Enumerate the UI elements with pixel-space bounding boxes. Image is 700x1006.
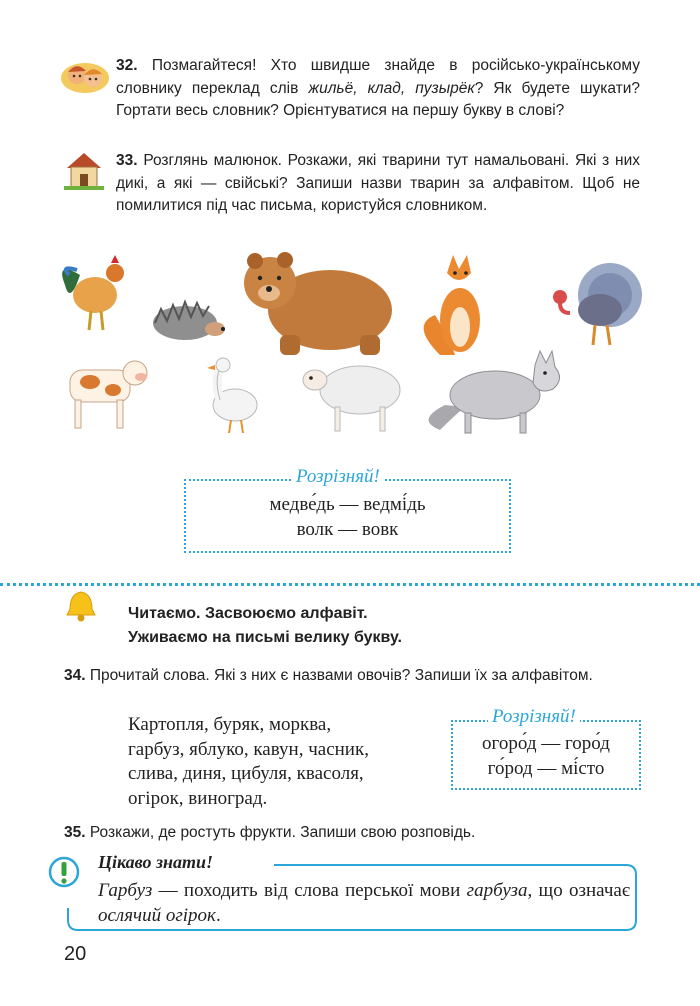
hedgehog-image	[153, 302, 225, 340]
section-title-line-2: Уживаємо на письмі велику букву.	[128, 629, 402, 646]
goose-image	[207, 358, 257, 433]
interesting-text-c: .	[215, 905, 221, 926]
task-34	[64, 665, 640, 688]
distinguish-line-3: огоро́д — горо́д	[482, 733, 610, 754]
words-line: гарбуз, яблуко, кавун, часник,	[128, 738, 369, 760]
rooster-image	[62, 255, 124, 330]
fox-image	[424, 255, 480, 355]
task-text: Розглянь малюнок. Розкажи, які тварини тут намальовані. Які з них дикі, а які — свійські? Запиши назви тварин за алфавітом. Щоб не помилитися під час письма, користуйся словником.	[116, 152, 640, 214]
kids-icon	[60, 56, 110, 94]
section-title-line-1: Читаємо. Засвоюємо алфавіт.	[128, 605, 368, 622]
section-title	[128, 602, 402, 650]
interesting-title: Цікаво знати!	[94, 852, 217, 873]
task-35	[64, 822, 640, 845]
calf-image	[70, 361, 147, 428]
exclamation-icon	[48, 856, 80, 888]
distinguish-line-4: го́род — мі́сто	[487, 758, 605, 779]
interesting-box	[64, 852, 640, 934]
task-text: Позмагайтеся! Хто швидше знайде в російсько-українському словнику переклад слів	[116, 57, 640, 97]
interesting-term: Гарбуз	[98, 880, 153, 901]
distinguish-title-1: Розрізняй!	[292, 466, 384, 488]
interesting-origin: гарбуза	[466, 880, 528, 901]
task-number: 33.	[116, 152, 138, 169]
house-icon	[64, 150, 104, 190]
interesting-text-a: — походить від слова перської мови	[152, 880, 467, 901]
bell-icon	[64, 589, 98, 623]
interesting-meaning: ослячий огірок	[98, 905, 216, 926]
animals-illustration	[55, 245, 655, 445]
words-list	[128, 713, 369, 811]
page-number: 20	[64, 943, 87, 965]
task-33	[116, 150, 640, 218]
distinguish-title-2: Розрізняй!	[488, 706, 580, 728]
words-line: огірок, виноград.	[128, 787, 268, 809]
task-text: Прочитай слова. Які з них є назвами овочів? Запиши їх за алфавітом.	[89, 667, 593, 684]
words-line: слива, диня, цибуля, квасоля,	[128, 763, 364, 784]
task-text: Розкажи, де ростуть фрукти. Запиши свою розповідь.	[89, 824, 476, 841]
sheep-image	[303, 366, 400, 431]
italic-words: жильё, клад, пузырёк	[308, 79, 475, 97]
distinguish-line-1: медве́дь — ведмі́дь	[269, 494, 426, 515]
task-number: 35.	[64, 824, 86, 841]
distinguish-line-2: волк — вовк	[296, 519, 399, 540]
task-number: 32.	[116, 57, 138, 74]
section-divider	[0, 583, 700, 586]
distinguish-box-1	[184, 479, 511, 553]
turkey-image	[553, 263, 642, 345]
bear-image	[244, 252, 392, 355]
wolf-image	[429, 351, 560, 433]
interesting-text	[98, 878, 630, 928]
task-number: 34.	[64, 667, 86, 684]
task-text: ? Як будете шукати? Гортати весь словник? Орієнтуватися на першу букву в слові?	[116, 79, 640, 119]
words-line: Картопля, буряк, морква,	[128, 714, 332, 735]
task-32	[116, 55, 640, 123]
interesting-text-b: , що означає	[527, 880, 631, 901]
